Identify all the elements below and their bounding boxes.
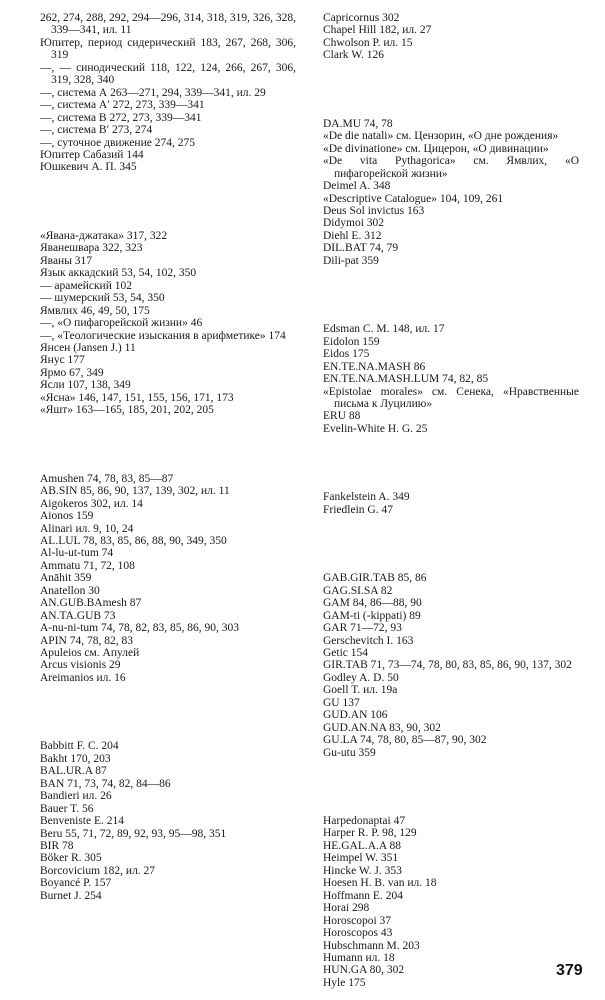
index-entry: Clark W. 126	[323, 49, 385, 62]
index-entry: Hubschmann M. 203	[323, 939, 420, 952]
index-entry: Anāhit 359	[40, 572, 92, 585]
index-entry: Юшкевич А. П. 345	[40, 161, 137, 174]
index-entry: Hoffmann E. 204	[323, 889, 403, 902]
index-entry: EN.TE.NA.MASH.LUM 74, 82, 85	[323, 373, 489, 386]
index-entry: —, система В 272, 273, 339—341	[40, 111, 202, 124]
index-entry: Ярмо 67, 349	[40, 366, 104, 379]
index-entry: GUD.AN.NA 83, 90, 302	[323, 721, 441, 734]
index-entry: AN.GUB.BAmesh 87	[40, 597, 142, 610]
index-entry: Horoscopos 43	[323, 927, 393, 940]
index-entry: AB.SIN 85, 86, 90, 137, 139, 302, ил. 11	[40, 485, 230, 498]
index-entry: Hyle 175	[323, 976, 366, 989]
index-entry: —, суточное движение 274, 275	[40, 136, 195, 149]
index-entry: GU.LA 74, 78, 80, 85—87, 90, 302	[323, 734, 487, 747]
index-entry: BAL.UR.A 87	[40, 765, 107, 778]
index-entry: Hincke W. J. 353	[323, 864, 402, 877]
index-entry: Goell T. ил. 19a	[323, 684, 398, 697]
index-entry: —, система А′ 272, 273, 339—341	[40, 99, 205, 112]
index-entry: 262, 274, 288, 292, 294—296, 314, 318, 319, 326, 328, 339—341, ил. 11	[40, 12, 296, 37]
index-entry: Dili-pat 359	[323, 254, 379, 267]
index-entry: ERU 88	[323, 410, 361, 423]
index-entry: Anatellon 30	[40, 584, 100, 597]
index-entry: A-nu-ni-tum 74, 78, 82, 83, 85, 86, 90, 303	[40, 622, 240, 635]
index-entry: Friedlein G. 47	[323, 503, 393, 516]
index-entry: «De divinatione» см. Цицерон, «О дивинации»	[323, 142, 549, 155]
index-column-left	[40, 12, 296, 902]
index-entry: —, система А 263—271, 294, 339—341, ил. 29	[40, 86, 266, 99]
index-entry: Gu-utu 359	[323, 746, 376, 759]
index-entry: Amushen 74, 78, 83, 85—87	[40, 472, 174, 485]
index-entry: Al-lu-ut-tum 74	[40, 547, 114, 560]
index-entry: Alinari ил. 9, 10, 24	[40, 522, 134, 535]
index-entry: Hoesen H. B. van ил. 18	[323, 877, 437, 890]
index-entry: Юпитер Сабазий 144	[40, 148, 144, 161]
index-entry: Heimpel W. 351	[323, 852, 399, 865]
index-entry: Янус 177	[40, 354, 85, 367]
section-gap	[323, 435, 579, 491]
index-entry: Язык аккадский 53, 54, 102, 350	[40, 267, 197, 280]
index-entry: Bandieri ил. 26	[40, 790, 112, 803]
index-entry: GAB.GIR.TAB 85, 86	[323, 572, 427, 585]
index-entry: Eidolon 159	[323, 335, 380, 348]
index-entry: Beru 55, 71, 72, 89, 92, 93, 95—98, 351	[40, 827, 227, 840]
index-entry: Diehl E. 312	[323, 229, 382, 242]
index-entry: Edsman C. M. 148, ил. 17	[323, 323, 445, 336]
index-entry: —, система В′ 273, 274	[40, 124, 153, 137]
index-entry: HUN.GA 80, 302	[323, 964, 405, 977]
index-entry: Яваны 317	[40, 254, 93, 267]
index-entry: AN.TA.GUB 73	[40, 609, 116, 622]
index-entry: Apuleios см. Апулей	[40, 647, 140, 660]
index-entry: — арамейский 102	[40, 279, 132, 292]
index-entry: «De die natali» см. Цензорин, «О дне рождения»	[323, 130, 559, 143]
index-entry: Deimel A. 348	[323, 180, 391, 193]
index-entry: GUD.AN 106	[323, 709, 388, 722]
index-entry: «Epistolae morales» см. Сенека, «Нравственные письма к Луцилию»	[323, 385, 579, 410]
index-entry: Bauer T. 56	[40, 802, 94, 815]
index-entry: Benveniste E. 214	[40, 815, 124, 828]
index-entry: Deus Sol invictus 163	[323, 204, 425, 217]
index-entry: — шумерский 53, 54, 350	[40, 292, 165, 305]
index-entry: Humann ил. 18	[323, 952, 395, 965]
index-column-right	[323, 12, 579, 989]
index-entry: Babbitt F. C. 204	[40, 740, 119, 753]
index-entry: Areimanios ил. 16	[40, 671, 126, 684]
index-entry: Ямвлих 46, 49, 50, 175	[40, 304, 150, 317]
index-entry: Borcovicium 182, ил. 27	[40, 864, 156, 877]
index-entry: Böker R. 305	[40, 852, 102, 865]
index-entry: Chwolson P. ил. 15	[323, 36, 413, 49]
index-entry: Aionos 159	[40, 510, 94, 523]
index-entry: GU 137	[323, 696, 360, 709]
index-entry: Capricornus 302	[323, 12, 400, 24]
index-entry: GAG.SI.SA 82	[323, 584, 393, 597]
index-entry: Evelin-White H. G. 25	[323, 422, 428, 435]
index-entry: Burnet J. 254	[40, 889, 102, 902]
section-gap	[323, 62, 579, 118]
index-entry: BIR 78	[40, 840, 74, 853]
section-gap	[40, 684, 296, 740]
index-entry: «Явана-джатака» 317, 322	[40, 229, 168, 242]
index-entry: GAM 84, 86—88, 90	[323, 597, 422, 610]
index-entry: Ясли 107, 138, 349	[40, 379, 131, 392]
index-entry: DIL.BAT 74, 79	[323, 242, 399, 255]
section-gap	[323, 516, 579, 572]
index-entry: DA.MU 74, 78	[323, 117, 393, 130]
index-entry: GAM-ti (-kippati) 89	[323, 609, 421, 622]
index-entry: APIN 74, 78, 82, 83	[40, 634, 133, 647]
index-entry: «Яшт» 163—165, 185, 201, 202, 205	[40, 404, 214, 417]
index-entry: —, «О пифагорейской жизни» 46	[40, 317, 203, 330]
index-entry: Eidos 175	[323, 348, 370, 361]
index-entry: —, — синодический 118, 122, 124, 266, 267, 306, 319, 328, 340	[40, 61, 296, 87]
section-gap	[40, 174, 296, 230]
index-entry: Янсен (Jansen J.) 11	[40, 341, 136, 354]
index-entry: Didymoi 302	[323, 217, 385, 230]
index-entry: Яванешвара 322, 323	[40, 242, 143, 255]
index-entry: GAR 71—72, 93	[323, 622, 402, 635]
section-gap	[323, 267, 579, 323]
index-entry: Horoscopoi 37	[323, 914, 392, 927]
index-entry: Fankelstein A. 349	[323, 491, 410, 504]
index-entry: «Descriptive Catalogue» 104, 109, 261	[323, 192, 504, 205]
index-entry: BAN 71, 73, 74, 82, 84—86	[40, 777, 171, 790]
index-entry: Arcus visionis 29	[40, 659, 121, 672]
index-entry: Harpedonaptai 47	[323, 815, 406, 828]
index-entry: Aigokeros 302, ил. 14	[40, 497, 143, 510]
index-entry: Юпитер, период сидерический 183, 267, 268, 306, 319	[40, 36, 296, 62]
index-entry: GIR.TAB 71, 73—74, 78, 80, 83, 85, 86, 90, 137, 302	[323, 659, 572, 672]
index-entry: Chapel Hill 182, ил. 27	[323, 24, 432, 37]
index-entry: EN.TE.NA.MASH 86	[323, 360, 426, 373]
page-number: 379	[556, 962, 583, 979]
index-entry: —, «Теологические изыскания в арифметике» 174	[40, 329, 286, 342]
index-entry: Ammatu 71, 72, 108	[40, 559, 135, 572]
index-entry: Harper R. P. 98, 129	[323, 827, 417, 840]
section-gap	[323, 759, 579, 815]
index-entry: Boyancé P. 157	[40, 877, 112, 890]
index-entry: «Ясна» 146, 147, 151, 155, 156, 171, 173	[40, 391, 234, 404]
section-gap	[40, 417, 296, 473]
index-entry: HE.GAL.A.A 88	[323, 839, 401, 852]
index-entry: Getic 154	[323, 646, 369, 659]
index-entry: Godley A. D. 50	[323, 671, 399, 684]
index-entry: AL.LUL 78, 83, 85, 86, 88, 90, 349, 350	[40, 534, 227, 547]
index-entry: Gerschevitch I. 163	[323, 634, 414, 647]
index-entry: Horai 298	[323, 902, 370, 915]
index-entry: «De vita Pythagorica» см. Ямвлих, «О пифагорейской жизни»	[323, 155, 579, 180]
index-entry: Bakht 170, 203	[40, 752, 111, 765]
